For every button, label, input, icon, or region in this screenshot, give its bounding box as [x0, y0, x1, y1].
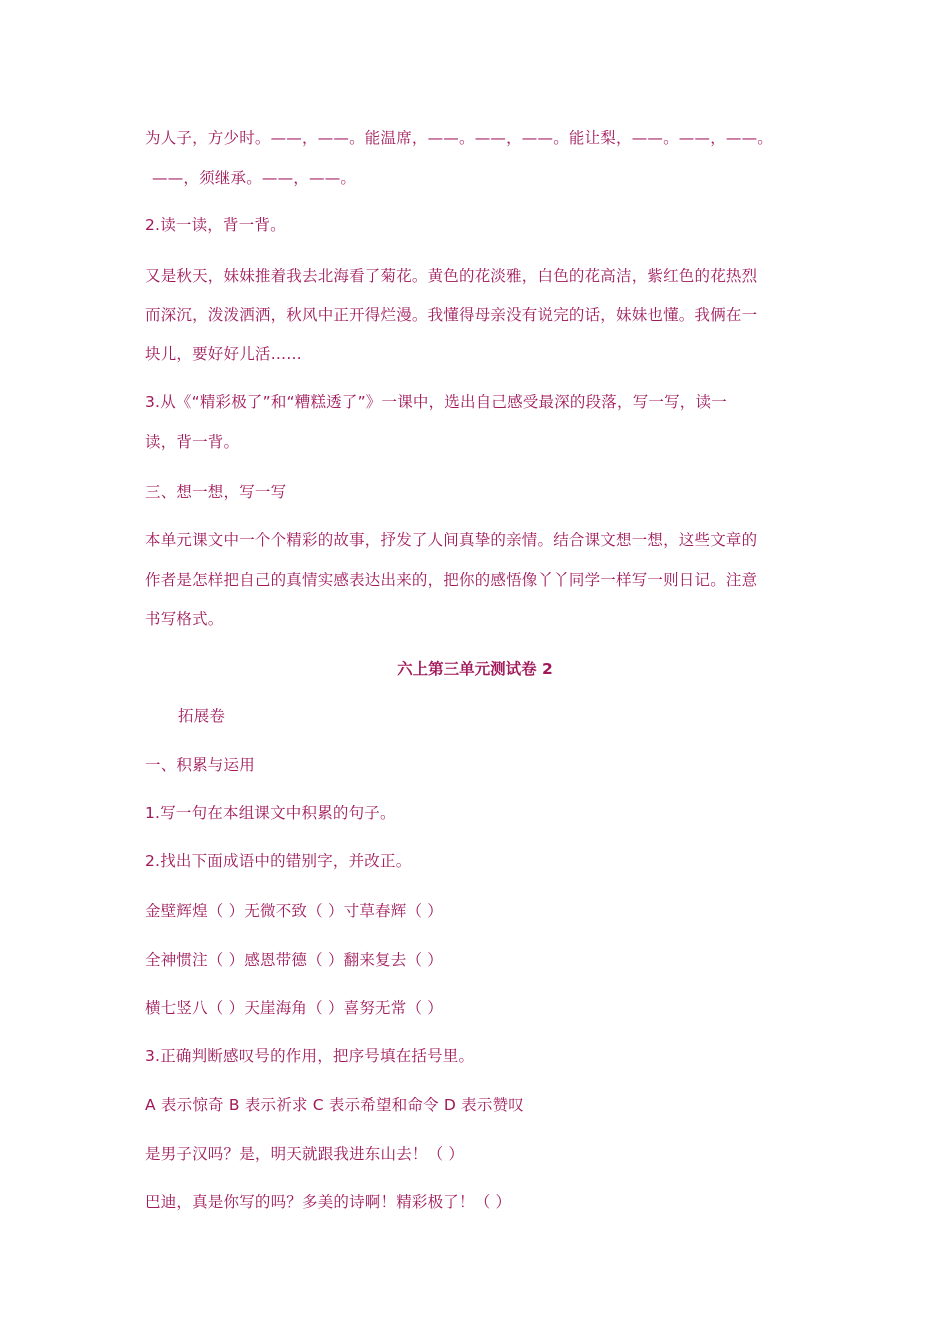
text-line-13: 一、积累与运用 — [145, 756, 255, 774]
text-line-15: 2.找出下面成语中的错别字，并改正。 — [145, 852, 412, 870]
text-line-2: ——，须继承。——，——。 — [152, 169, 357, 187]
text-line-10: 本单元课文中一个个精彩的故事，抒发了人间真挚的亲情。结合课文想一想，这些文章的 — [145, 531, 758, 549]
text-line-5: 而深沉，泼泼洒洒，秋风中正开得烂漫。我懂得母亲没有说完的话，妹妹也懂。我俩在一 — [145, 306, 758, 324]
section-title: 六上第三单元测试卷 2 — [397, 660, 553, 678]
text-line-6: 块儿，要好好儿活…… — [145, 345, 303, 363]
text-line-8: 读，背一背。 — [145, 433, 240, 451]
subtitle: 拓展卷 — [178, 707, 226, 725]
text-line-3: 2.读一读，背一背。 — [145, 216, 286, 234]
text-line-7: 3.从《“精彩极了”和“糟糕透了”》一课中，选出自己感受最深的段落，写一写，读一 — [145, 393, 727, 411]
text-line-16: 金壁辉煌（ ）无微不致（ ）寸草春辉（ ） — [145, 902, 443, 920]
text-line-14: 1.写一句在本组课文中积累的句子。 — [145, 804, 396, 822]
text-line-18: 横七竖八（ ）天崖海角（ ）喜努无常（ ） — [145, 999, 443, 1017]
text-line-12: 书写格式。 — [145, 610, 224, 628]
text-line-22: 巴迪，真是你写的吗？多美的诗啊！精彩极了！（ ） — [145, 1193, 512, 1211]
text-line-19: 3.正确判断感叹号的作用，把序号填在括号里。 — [145, 1047, 475, 1065]
text-line-17: 全神惯注（ ）感恩带德（ ）翻来复去（ ） — [145, 951, 443, 969]
text-line-9: 三、想一想，写一写 — [145, 483, 287, 501]
text-line-21: 是男子汉吗？是，明天就跟我进东山去！（ ） — [145, 1145, 465, 1163]
text-line-11: 作者是怎样把自己的真情实感表达出来的，把你的感悟像丫丫同学一样写一则日记。注意 — [145, 571, 758, 589]
text-line-4: 又是秋天，妹妹推着我去北海看了菊花。黄色的花淡雅，白色的花高洁，紫红色的花热烈 — [145, 267, 758, 285]
text-line-20: A 表示惊奇 B 表示祈求 C 表示希望和命令 D 表示赞叹 — [145, 1096, 524, 1114]
text-line-1: 为人子，方少时。——，——。能温席，——。——，——。能让梨，——。——，——。 — [145, 129, 774, 147]
